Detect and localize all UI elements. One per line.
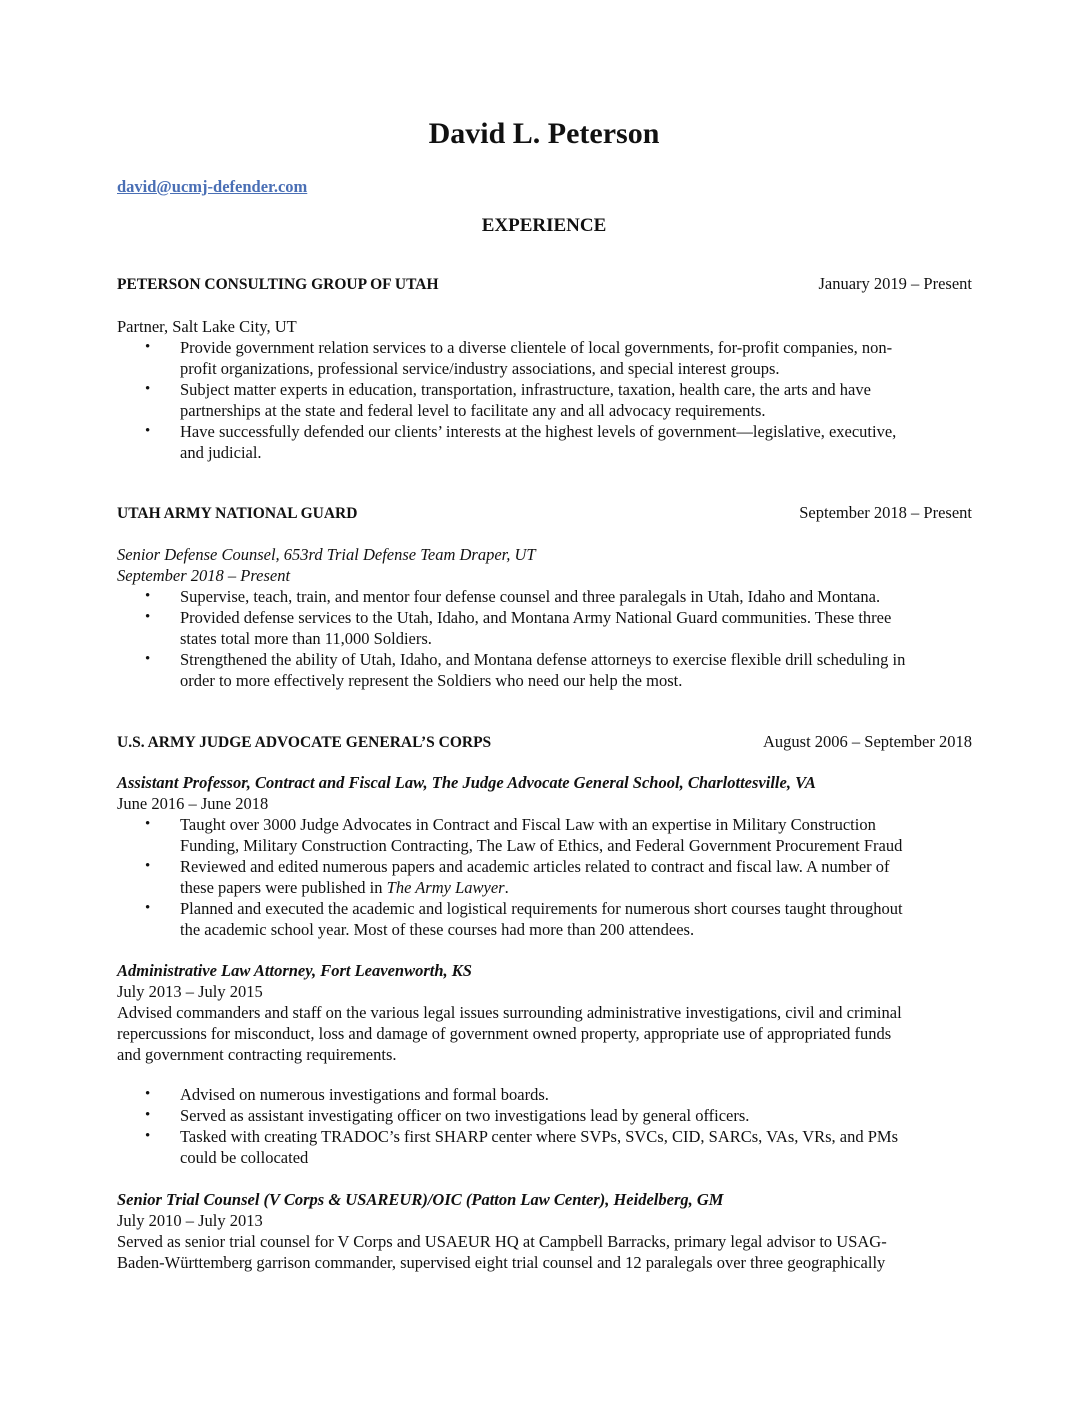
position-title: Assistant Professor, Contract and Fiscal Law, The Judge Advocate General School, Charlottesville, VA [117, 773, 816, 792]
position-dates: June 2016 – June 2018 [117, 794, 269, 813]
resume-name: David L. Peterson [428, 117, 660, 150]
list-item: • Advised on numerous investigations and formal boards. [117, 1084, 972, 1105]
list-item: • Tasked with creating TRADOC’s first SHARP center where SVPs, SVCs, CID, SARCs, VAs, VRs, and PMs could be collocated [117, 1126, 972, 1168]
bullet-list [117, 337, 972, 463]
position-senior-trial-counsel: Senior Trial Counsel (V Corps & USAREUR)/OIC (Patton Law Center), Heidelberg, GM July 2010 – July 2013 Served as senior trial counsel for V Corps and USAEUR HQ at Campbell Barracks, primary legal advisor to USAG- Baden-Württemberg garrison commander, supervised eight trial counsel and 12 paralegals over three geographically [117, 1189, 972, 1273]
org-dates: August 2006 – September 2018 [763, 732, 972, 751]
org-name: U.S. ARMY JUDGE ADVOCATE GENERAL’S CORPS [117, 734, 492, 751]
position-summary: Served as senior trial counsel for V Corps and USAEUR HQ at Campbell Barracks, primary legal advisor to USAG- [117, 1232, 887, 1251]
list-item: • Reviewed and edited numerous papers and academic articles related to contract and fiscal law. A number of these papers were published in The Army Lawyer. [117, 856, 972, 898]
org-name: UTAH ARMY NATIONAL GUARD [117, 505, 358, 522]
publication-title: The Army Lawyer [386, 878, 505, 897]
bullet-list [117, 814, 972, 940]
list-item: • Have successfully defended our clients’ interests at the highest levels of government—legislative, executive, and judicial. [117, 421, 972, 463]
position-summary: Advised commanders and staff on the various legal issues surrounding administrative investigations, civil and criminal [117, 1003, 902, 1022]
role-block [117, 316, 972, 463]
list-item: • Served as assistant investigating officer on two investigations lead by general officers. [117, 1105, 972, 1126]
bullet-list [117, 1084, 972, 1168]
org-dates: September 2018 – Present [799, 503, 972, 522]
list-item: • Provided defense services to the Utah, Idaho, and Montana Army National Guard communities. These three states total more than 11,000 Soldiers. [117, 607, 972, 649]
org-name: PETERSON CONSULTING GROUP OF UTAH [117, 276, 439, 293]
role-block [117, 544, 972, 691]
position-title: Senior Trial Counsel (V Corps & USAREUR)/OIC (Patton Law Center), Heidelberg, GM [117, 1190, 724, 1209]
role-dates: September 2018 – Present [117, 566, 291, 585]
list-item: • Strengthened the ability of Utah, Idaho, and Montana defense attorneys to exercise flexible drill scheduling in order to more effectively represent the Soldiers who need our help the most. [117, 649, 972, 691]
list-item: • Subject matter experts in education, transportation, infrastructure, taxation, health care, the arts and have partnerships at the state and federal level to facilitate any and all advocacy requirements. [117, 379, 972, 421]
list-item: • Provide government relation services to a diverse clientele of local governments, for-profit companies, non- profit organizations, professional service/industry associations, and special interest groups. [117, 337, 972, 379]
position-dates: July 2013 – July 2015 [117, 982, 263, 1001]
position-administrative-law: Administrative Law Attorney, Fort Leavenworth, KS July 2013 – July 2015 Advised commanders and staff on the various legal issues surrounding administrative investigations, civil and criminal repercussions for misconduct, loss and damage of government owned property, appropriate use of appropriated funds and government contracting requirements. [117, 960, 972, 1065]
position-dates: July 2010 – July 2013 [117, 1211, 263, 1230]
org-peterson-consulting [117, 273, 972, 295]
role-title: Partner, Salt Lake City, UT [117, 317, 297, 336]
position-title: Administrative Law Attorney, Fort Leavenworth, KS [117, 961, 472, 980]
role-title: Senior Defense Counsel, 653rd Trial Defense Team Draper, UT [117, 545, 536, 564]
section-heading-experience: EXPERIENCE [481, 215, 607, 236]
bullet-list [117, 586, 972, 691]
list-item: • Supervise, teach, train, and mentor four defense counsel and three paralegals in Utah, Idaho and Montana. [117, 586, 972, 607]
list-item: • Planned and executed the academic and logistical requirements for numerous short courses taught throughout the academic school year. Most of these courses had more than 200 attendees. [117, 898, 972, 940]
org-dates: January 2019 – Present [818, 274, 972, 293]
email-link[interactable]: david@ucmj-defender.com [117, 177, 308, 196]
org-utah-army-national-guard [117, 502, 972, 524]
position-assistant-professor [117, 772, 972, 940]
list-item: • Taught over 3000 Judge Advocates in Contract and Fiscal Law with an expertise in Military Construction Funding, Military Construction Contracting, The Law of Ethics, and Federal Government Procurement Fraud [117, 814, 972, 856]
org-jag-corps [117, 731, 972, 753]
